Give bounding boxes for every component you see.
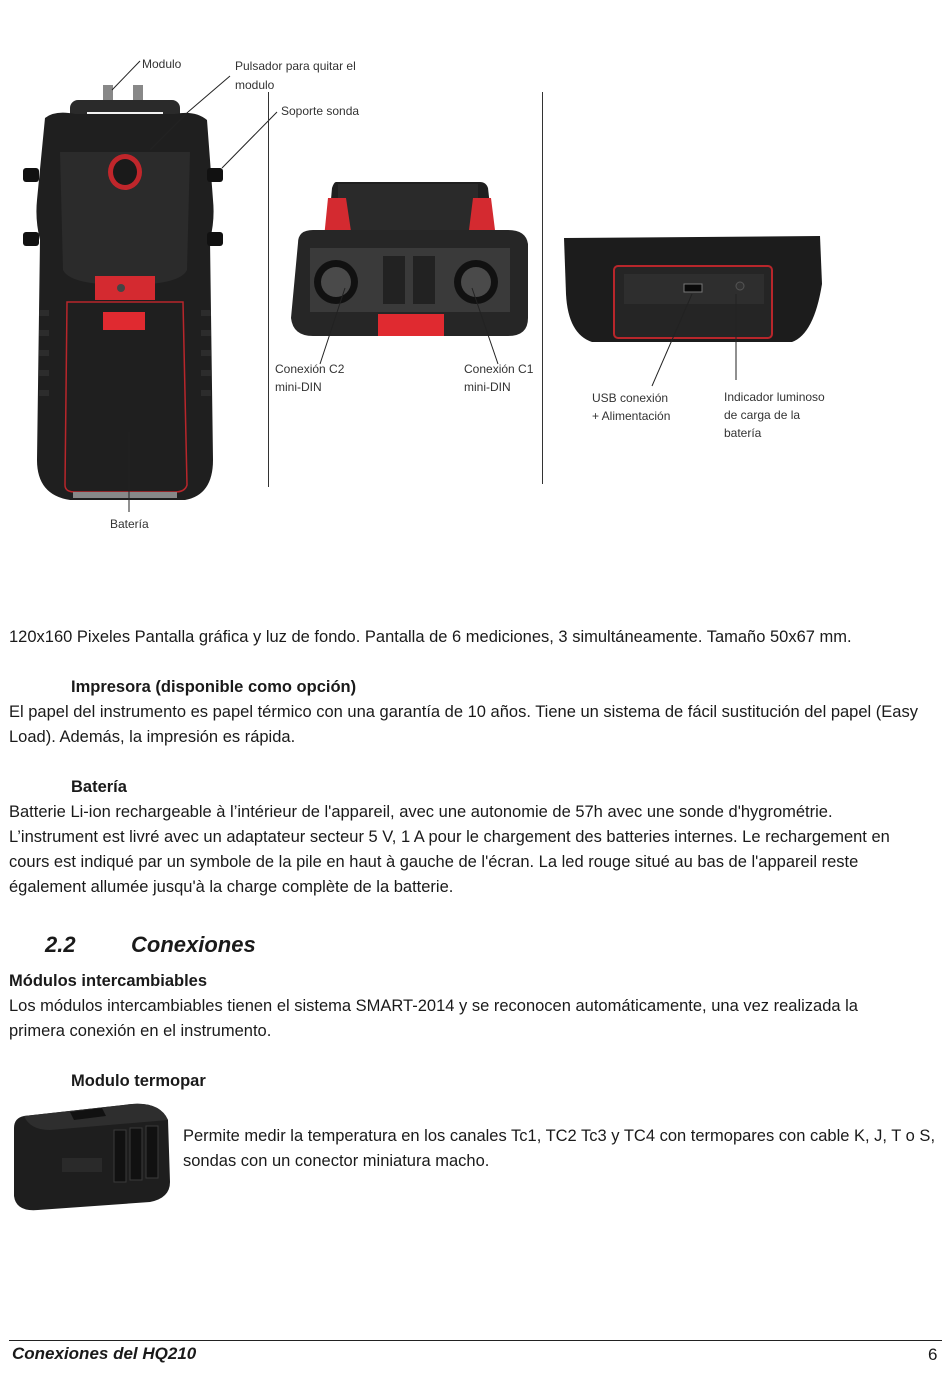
page-number: 6 (928, 1345, 938, 1364)
section-title: Conexiones (131, 932, 256, 957)
modulos-line-1: Los módulos intercambiables tienen el sistema SMART-2014 y se reconocen automáticamente, una vez realizada la (9, 997, 858, 1015)
callout-usb-line1: USB conexión (592, 391, 669, 405)
callout-c1-line2: mini-DIN (464, 380, 511, 394)
modulos-heading: Módulos intercambiables (9, 972, 208, 990)
section-number: 2.2 (45, 932, 76, 957)
modulos-line-2: primera conexión en el instrumento. (9, 1022, 272, 1040)
callout-c2-line1: Conexión C2 (275, 362, 345, 376)
impresora-heading: Impresora (disponible como opción) (71, 678, 357, 696)
intro-paragraph: 120x160 Pixeles Pantalla gráfica y luz de fondo. Pantalla de 6 mediciones, 3 simultáneamente. Tamaño 50x67 mm. (9, 628, 852, 646)
callout-led-line3: batería (724, 426, 762, 440)
termopar-line-1: Permite medir la temperatura en los canales Tc1, TC2 Tc3 y TC4 con termopares con cable K, J, T o S, (183, 1127, 936, 1145)
footer-rule (9, 1340, 942, 1341)
callout-led-line1: Indicador luminoso (724, 390, 825, 404)
callout-c2-line2: mini-DIN (275, 380, 322, 394)
callout-c1-line1: Conexión C1 (464, 362, 534, 376)
device-top-leaders (270, 270, 540, 370)
bateria-line-3: cours est indiqué par un symbole de la pile en haut à gauche de l'écran. La led rouge situé au bas de l'appareil reste (9, 853, 859, 871)
callout-soporte-sonda: Soporte sonda (281, 104, 360, 118)
device-bottom-leaders (640, 280, 750, 390)
impresora-line-1: El papel del instrumento es papel térmico con una garantía de 10 años. Tiene un sistema de fácil sustitución del papel (Easy (9, 703, 918, 721)
bateria-line-4: également allumée jusqu'à la charge complète de la batterie. (9, 878, 454, 896)
termopar-heading: Modulo termopar (71, 1072, 206, 1090)
termopar-line-2: sondas con un conector miniatura macho. (183, 1152, 490, 1170)
callout-pulsador-line1: Pulsador para quitar el (235, 59, 356, 73)
bateria-heading: Batería (71, 778, 127, 796)
callout-led-line2: de carga de la (724, 408, 801, 422)
footer-title: Conexiones del HQ210 (12, 1344, 197, 1363)
bateria-line-2: L’instrument est livré avec un adaptateur secteur 5 V, 1 A pour le chargement des batteries internes. Le rechargement en (9, 828, 890, 846)
bateria-line-1: Batterie Li-ion rechargeable à l’intérieur de l'appareil, avec une autonomie de 57h avec une sonde d'hygrométrie. (9, 803, 833, 821)
thermocouple-module-photo (10, 1100, 175, 1215)
callout-bateria: Batería (110, 517, 149, 531)
callout-usb-line2: + Alimentación (592, 409, 671, 423)
callout-modulo: Modulo (142, 57, 182, 71)
figure-divider-1 (268, 92, 269, 487)
callout-pulsador-line2: modulo (235, 78, 275, 92)
figure-divider-2 (542, 92, 543, 484)
impresora-line-2: Load). Además, la impresión es rápida. (9, 728, 296, 746)
